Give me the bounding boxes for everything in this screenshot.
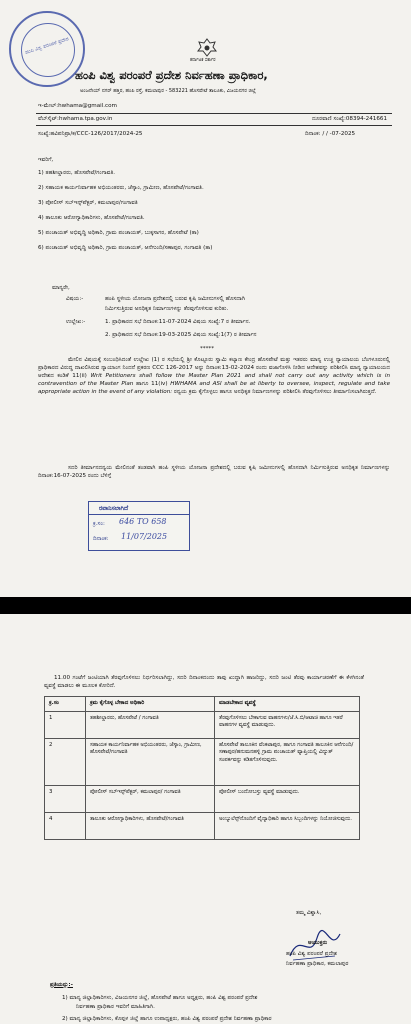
office-title: ಹಂಪಿ ವಿಶ್ವ ಪರಂಪರೆ ಪ್ರದೇಶ ನಿರ್ವಹಣಾ ಪ್ರಾಧಿಕಾರ, (75, 68, 268, 82)
recipient-item: 3) ಪೋಲೀಸ್ ಸಬ್‌ಇನ್ಸ್‌ಪೆಕ್ಟರ್, ಕಮಲಾಪುರ/ಗಂಗಾವತಿ (38, 200, 138, 206)
cell-task: ಅಂಬ್ಯುಲೆನ್ಸ್‌ನೊಂದಿಗೆ ವೈದ್ಯಾಧಿಕಾರಿ ಹಾಗೂ ಸಿಬ್ಬಂದಿಗಳನ್ನು ನಿಯೋಜಿಸುವುದು. (215, 812, 360, 839)
stamp-date-label: ದಿನಾಂಕ: (93, 536, 109, 542)
reference-label: ಉಲ್ಲೇಖ:- (66, 319, 86, 325)
letter-page-2 (0, 614, 411, 1024)
signatory-title: ಆಯುಕ್ತರು (308, 940, 328, 946)
seal-text: ಹಂಪಿ ವಿಶ್ವ ಪರಂಪರೆ ಪ್ರದೇಶ (24, 36, 70, 56)
table-header-row (45, 697, 360, 712)
separator-stars: ***** (200, 346, 214, 352)
table-row (45, 785, 360, 812)
stamp-title: ರವಾನಿಸಲಾಗಿದೆ (99, 505, 129, 512)
recipient-item: 4) ತಾಲೂಕು ಆರೋಗ್ಯಾಧಿಕಾರಿಗಳು, ಹೊಸಪೇಟೆ/ಗಂಗಾವತಿ. (38, 215, 145, 221)
reference-item-1: 1. ಪ್ರಾಧಿಕಾರದ ಸಭೆ ದಿನಾಂಕ:11-07-2024 ವಿಷಯ ಸಂಖ್ಯೆ:7 ರ ತೀರ್ಮಾನ. (105, 319, 251, 325)
cell-task: ತೆರವುಗೊಳಿಸಲು ಬೇಕಾಗುವ ವಾಹನಗಳು/ಜೆ.ಸಿ.ಬಿ/ಆಟಾಚಿ ಹಾಗೂ ಇತರೆ ವಾಹನಗಳ ವ್ಯವಸ್ಥೆ ಮಾಡುವುದು. (215, 711, 360, 738)
recipient-item: 6) ಪಂಚಾಯತ್ ಅಭಿವೃದ್ಧಿ ಅಧಿಕಾರಿ, ಗ್ರಾಮ ಪಂಚಾಯತ್, ಆನೆಗುಂದಿ/ಸಣಾಪುರ, ಗಂಗಾವತಿ (ತಾ) (38, 245, 213, 251)
recipient-item: 1) ತಹಶೀಲ್ದಾರರು, ಹೊಸಪೇಟೆ/ಗಂಗಾವತಿ. (38, 170, 116, 176)
stamp-divider (89, 514, 189, 515)
cell-officer: ಪೋಲೀಸ್ ಸಬ್‌ಇನ್ಸ್‌ಪೆಕ್ಟರ್, ಕಮಲಾಪುರ/ ಗಂಗಾವತಿ (86, 785, 215, 812)
cell-serial: 1 (45, 711, 86, 738)
cell-serial: 4 (45, 812, 86, 839)
col-header-task: ಮಾಡಬೇಕಾದ ವ್ಯವಸ್ಥೆ (215, 697, 360, 712)
gov-label: ಕರ್ನಾಟಕ ಸರ್ಕಾರ (190, 58, 216, 63)
signatory-line-2: ನಿರ್ವಹಣಾ ಪ್ರಾಧಿಕಾರ, ಕಮಲಾಪುರ (286, 961, 349, 967)
body-paragraph-1 (38, 356, 390, 396)
recipient-item: 2) ಸಹಾಯಕ ಕಾರ್ಯನಿರ್ವಾಹಕ ಅಭಿಯಂತರರು, ಜೆಸ್ಕಾಂ, ಗ್ರಾಮೀಣ, ಹೊಸಪೇಟೆ/ಗಂಗಾವತಿ. (38, 185, 204, 191)
closing: ತಮ್ಮ ವಿಶ್ವಾಸಿ, (296, 910, 322, 916)
body-paragraph-2: ಸದರಿ ತೀರ್ಮಾನದನ್ವಯ ಮೇಲಿನಂತೆ ತಂಡವಾಗಿ ಹಂಪಿ ಸ್ಥಳೀಯ ಯೋಜನಾ ಪ್ರದೇಶದಲ್ಲಿ ಬರುವ ಕೃಷಿ ಜಮೀನುಗಳಲ್ಲಿ ಹೊಸದಾಗಿ ನಿರ್ಮಿಸುತ್ತಿರುವ ಅನಧಿಕೃತ ನಿರ್ಮಾಣಗಳನ್ನು ದಿನಾಂಕ:16-07-2025 ರಂದು ಬೆಳಿಗ್ಗೆ (38, 465, 390, 479)
cell-officer: ತಹಶೀಲ್ದಾರರು, ಹೊಸಪೇಟೆ / ಗಂಗಾವತಿ (86, 711, 215, 738)
cell-officer: ತಾಲೂಕು ಆರೋಗ್ಯಾಧಿಕಾರಿಗಳು, ಹೊಸಪೇಟೆ/ಗಂಗಾವತಿ (86, 812, 215, 839)
para1-text-a: ಮೇಲಿನ ವಿಷಯಕ್ಕೆ ಸಂಬಂಧಿಸಿದಂತೆ ಉಲ್ಲೇಖ (1) ರ ಸಭೆಯಲ್ಲಿ ಶ್ರೀ ಕೊಟ್ಟೂರು ಸ್ವಾಮಿ ಕಲ್ಯಾಣ ಕೇಂದ್ರ ಹೊಸಪೇಟೆ ಮತ್ತು ಇತರರು ಮಾನ್ಯ ಉಚ್ಚ ನ್ಯಾಯಾಲಯ ಬೆಂಗಳೂರುನಲ್ಲಿ ಪ್ರಾಧಿಕಾರದ ವಿರುದ್ಧ ದಾಖಲಿಸಿರುವ ನ್ಯಾಯಾಂಗ ನಿಂದನೆ ಪ್ರಕರಣ CCC 126-2017 ಅನ್ನು ದಿನಾಂಕ:13-02-2024 ರಂದು ವಜಾಗೊಳಿಸಿ ನೀಡಿದ ಆದೇಶವನ್ನು ಪರಿಶೀಲಿಸಿ ಮಾನ್ಯ ನ್ಯಾಯಾಲಯದ ಆದೇಶದ ಕಂಡಿಕೆ 11(ii) (38, 357, 390, 379)
recipient-list (38, 170, 212, 252)
recipient-item: 5) ಪಂಚಾಯತ್ ಅಭಿವೃದ್ಧಿ ಅಧಿಕಾರಿ, ಗ್ರಾಮ ಪಂಚಾಯತ್, ಬುಕ್ಕಸಾಗರ, ಹೊಸಪೇಟೆ (ತಾ) (38, 230, 199, 236)
reference-number: ಸಂಖ್ಯೆ:ಹವಿಪನಿಪ್ರಾ/ಕ/CCC-126/2017/2024-25 (38, 131, 143, 137)
col-header-officer: ಕ್ರಮ ಕೈಗೊಳ್ಳ ಬೇಕಾದ ಅಧಿಕಾರಿ (86, 697, 215, 712)
para1-text-c: ರನ್ವಯ ಕ್ರಮ ಕೈಗೊಳ್ಳಲು ಹಾಗೂ ಅನಧಿಕೃತ ನಿರ್ಮಾಣಗಳನ್ನು ಪರಿಶೀಲಿಸಿ ತೆರವುಗೊಳಿಸಲು ತೀರ್ಮಾನಿಸಲಾಗಿರುತ್ತದೆ. (173, 389, 377, 395)
header-divider-2 (36, 125, 392, 126)
state-emblem-icon (194, 38, 220, 58)
office-address: ಅಂಜನೇಯ್ ನಗರ್ ಹತ್ತಿರ, ಹಂಪಿ ರಸ್ತೆ, ಕಮಲಾಪುರ - 583221 ಹೊಸಪೇಟೆ ತಾಲೂಕು, ವಿಜಯನಗರ ಜಿಲ್ಲೆ (80, 88, 256, 94)
salutation: ಮಾನ್ಯರೇ, (52, 285, 70, 291)
stamp-date: 11/07/2025 (121, 532, 168, 541)
para1-text-b: ಹಾಗೂ 11(iv) (136, 381, 168, 387)
copy-item-2: 2) ಮಾನ್ಯ ಜಿಲ್ಲಾಧಿಕಾರಿಗಳು, ಕೊಪ್ಪಳ ಜಿಲ್ಲೆ ಹಾಗೂ ಉಪಾಧ್ಯಕ್ಷರು, ಹಂಪಿ ವಿಶ್ವ ಪರಂಪರೆ ಪ್ರದೇಶ ನಿರ್ವಹಣಾ ಪ್ರಾಧಿಕಾರ (62, 1016, 272, 1022)
cell-serial: 3 (45, 785, 86, 812)
cell-serial: 2 (45, 738, 86, 785)
cell-task: ಪೋಲೀಸ್ ಬಂದೋಬಸ್ತು ವ್ಯವಸ್ಥೆ ಮಾಡುವುದು. (215, 785, 360, 812)
copy-item-1-cont: ನಿರ್ವಹಣಾ ಪ್ರಾಧಿಕಾರ ಇವರಿಗೆ ಮಾಹಿತಿಗಾಗಿ. (76, 1004, 155, 1010)
subject-label: ವಿಷಯ:- (66, 296, 84, 302)
intro-paragraph: 11.00 ಗಂಟೆಗೆ ಜಂಟಿಯಾಗಿ ತೆರವುಗೊಳಿಸಲು ನಿರ್ಧರಿಸಲಾಗಿದ್ದು, ಸದರಿ ದಿನಾಂಕದಂದು ತಾವು ಖುದ್ದಾಗಿ ಹಾಜರಿದ್ದು, ಸದರಿ ಜಂಟಿ ತೆರವು ಕಾರ್ಯಾಚರಣೆಗೆ ಈ ಕೆಳಗಿನಂತೆ ವ್ಯವಸ್ಥೆ ಮಾಡಲು ಈ ಮೂಲಕ ಕೋರಿದೆ. (44, 675, 364, 689)
to-label: ಇವರಿಗೆ, (38, 157, 54, 163)
reference-item-2: 2. ಪ್ರಾಧಿಕಾರದ ಸಭೆ ದಿನಾಂಕ:19-03-2025 ವಿಷಯ ಸಂಖ್ಯೆ:1(7) ರ ತೀರ್ಮಾನ (105, 332, 257, 338)
para1-court-quote-2: HWHAMA and ASI shall be at liberty to oversee, inspect, regulate and take appropriate action in the event of any violation: (38, 381, 391, 395)
office-seal (9, 11, 85, 87)
copy-to-label: ಪ್ರತಿಯನ್ನು:- (50, 982, 73, 988)
letter-date: ದಿನಾಂಕ: / / -07-2025 (305, 131, 356, 137)
para1-court-quote-1: Writ Petitioners shall follow the Master Plan 2021 and shall not carry out any activity which is in contravention of the Master Plan (38, 373, 391, 387)
copy-item-1: 1) ಮಾನ್ಯ ಜಿಲ್ಲಾಧಿಕಾರಿಗಳು, ವಿಜಯನಗರ ಜಿಲ್ಲೆ, ಹೊಸಪೇಟೆ ಹಾಗೂ ಅಧ್ಯಕ್ಷರು, ಹಂಪಿ ವಿಶ್ವ ಪರಂಪರೆ ಪ್ರದೇಶ (62, 995, 258, 1001)
cell-task: ಹೊಸಪೇಟೆ ತಾಲೂಕಿನ ವೆಂಕಟಾಪುರ, ಹಾಗೂ ಗಂಗಾವತಿ ತಾಲೂಕಿನ ಆನೆಗುಂದಿ/ಸಣಾಪುರ/ಹನುಮನಹಳ್ಳಿ ಗ್ರಾಮ ಪಂಚಾಯತ್ ವ್ಯಾಪ್ತಿಯಲ್ಲಿ ವಿದ್ಯುತ್ ಸಂಪರ್ಕವನ್ನು ಕಡಿತಗೊಳಿಸುವುದು. (215, 738, 360, 785)
stamp-number-label: ಕ್ರ.ಸಂ: (93, 521, 105, 527)
table-row (45, 812, 360, 839)
stamp-number: 646 TO 658 (119, 517, 167, 526)
dispatch-stamp (88, 501, 190, 551)
action-table (44, 696, 360, 840)
office-website: ವೆಬ್‌ಸೈಟ್:hwhama.tpa.gov.in (38, 116, 113, 122)
table-row (45, 738, 360, 785)
cell-officer: ಸಹಾಯಕ ಕಾರ್ಯನಿರ್ವಾಹಕ ಅಭಿಯಂತರರು, ಜೆಸ್ಕಾಂ, ಗ್ರಾಮೀಣ, ಹೊಸಪೇಟೆ/ಗಂಗಾವತಿ (86, 738, 215, 785)
table-row (45, 711, 360, 738)
signatory-line-1: ಹಂಪಿ ವಿಶ್ವ ಪರಂಪರೆ ಪ್ರದೇಶ (286, 951, 338, 957)
office-phone: ದೂರವಾಣಿ ಸಂಖ್ಯೆ:08394-241661 (312, 116, 388, 122)
subject-line-1: ಹಂಪಿ ಸ್ಥಳೀಯ ಯೋಜನಾ ಪ್ರದೇಶದಲ್ಲಿ ಬರುವ ಕೃಷಿ ಜಮೀನುಗಳಲ್ಲಿ ಹೊಸದಾಗಿ (105, 296, 245, 302)
office-email: ಇ-ಮೇಲ್:hwhama@gmail.com (38, 103, 117, 109)
header-divider-1 (36, 113, 392, 114)
subject-line-2: ನಿರ್ಮಿಸುತ್ತಿರುವ ಅನಧಿಕೃತ ನಿರ್ಮಾಣಗಳನ್ನು ತೆರವುಗೊಳಿಸುವ ಕುರಿತು. (105, 306, 229, 312)
col-header-serial: ಕ್ರ.ಸಂ (45, 697, 86, 712)
